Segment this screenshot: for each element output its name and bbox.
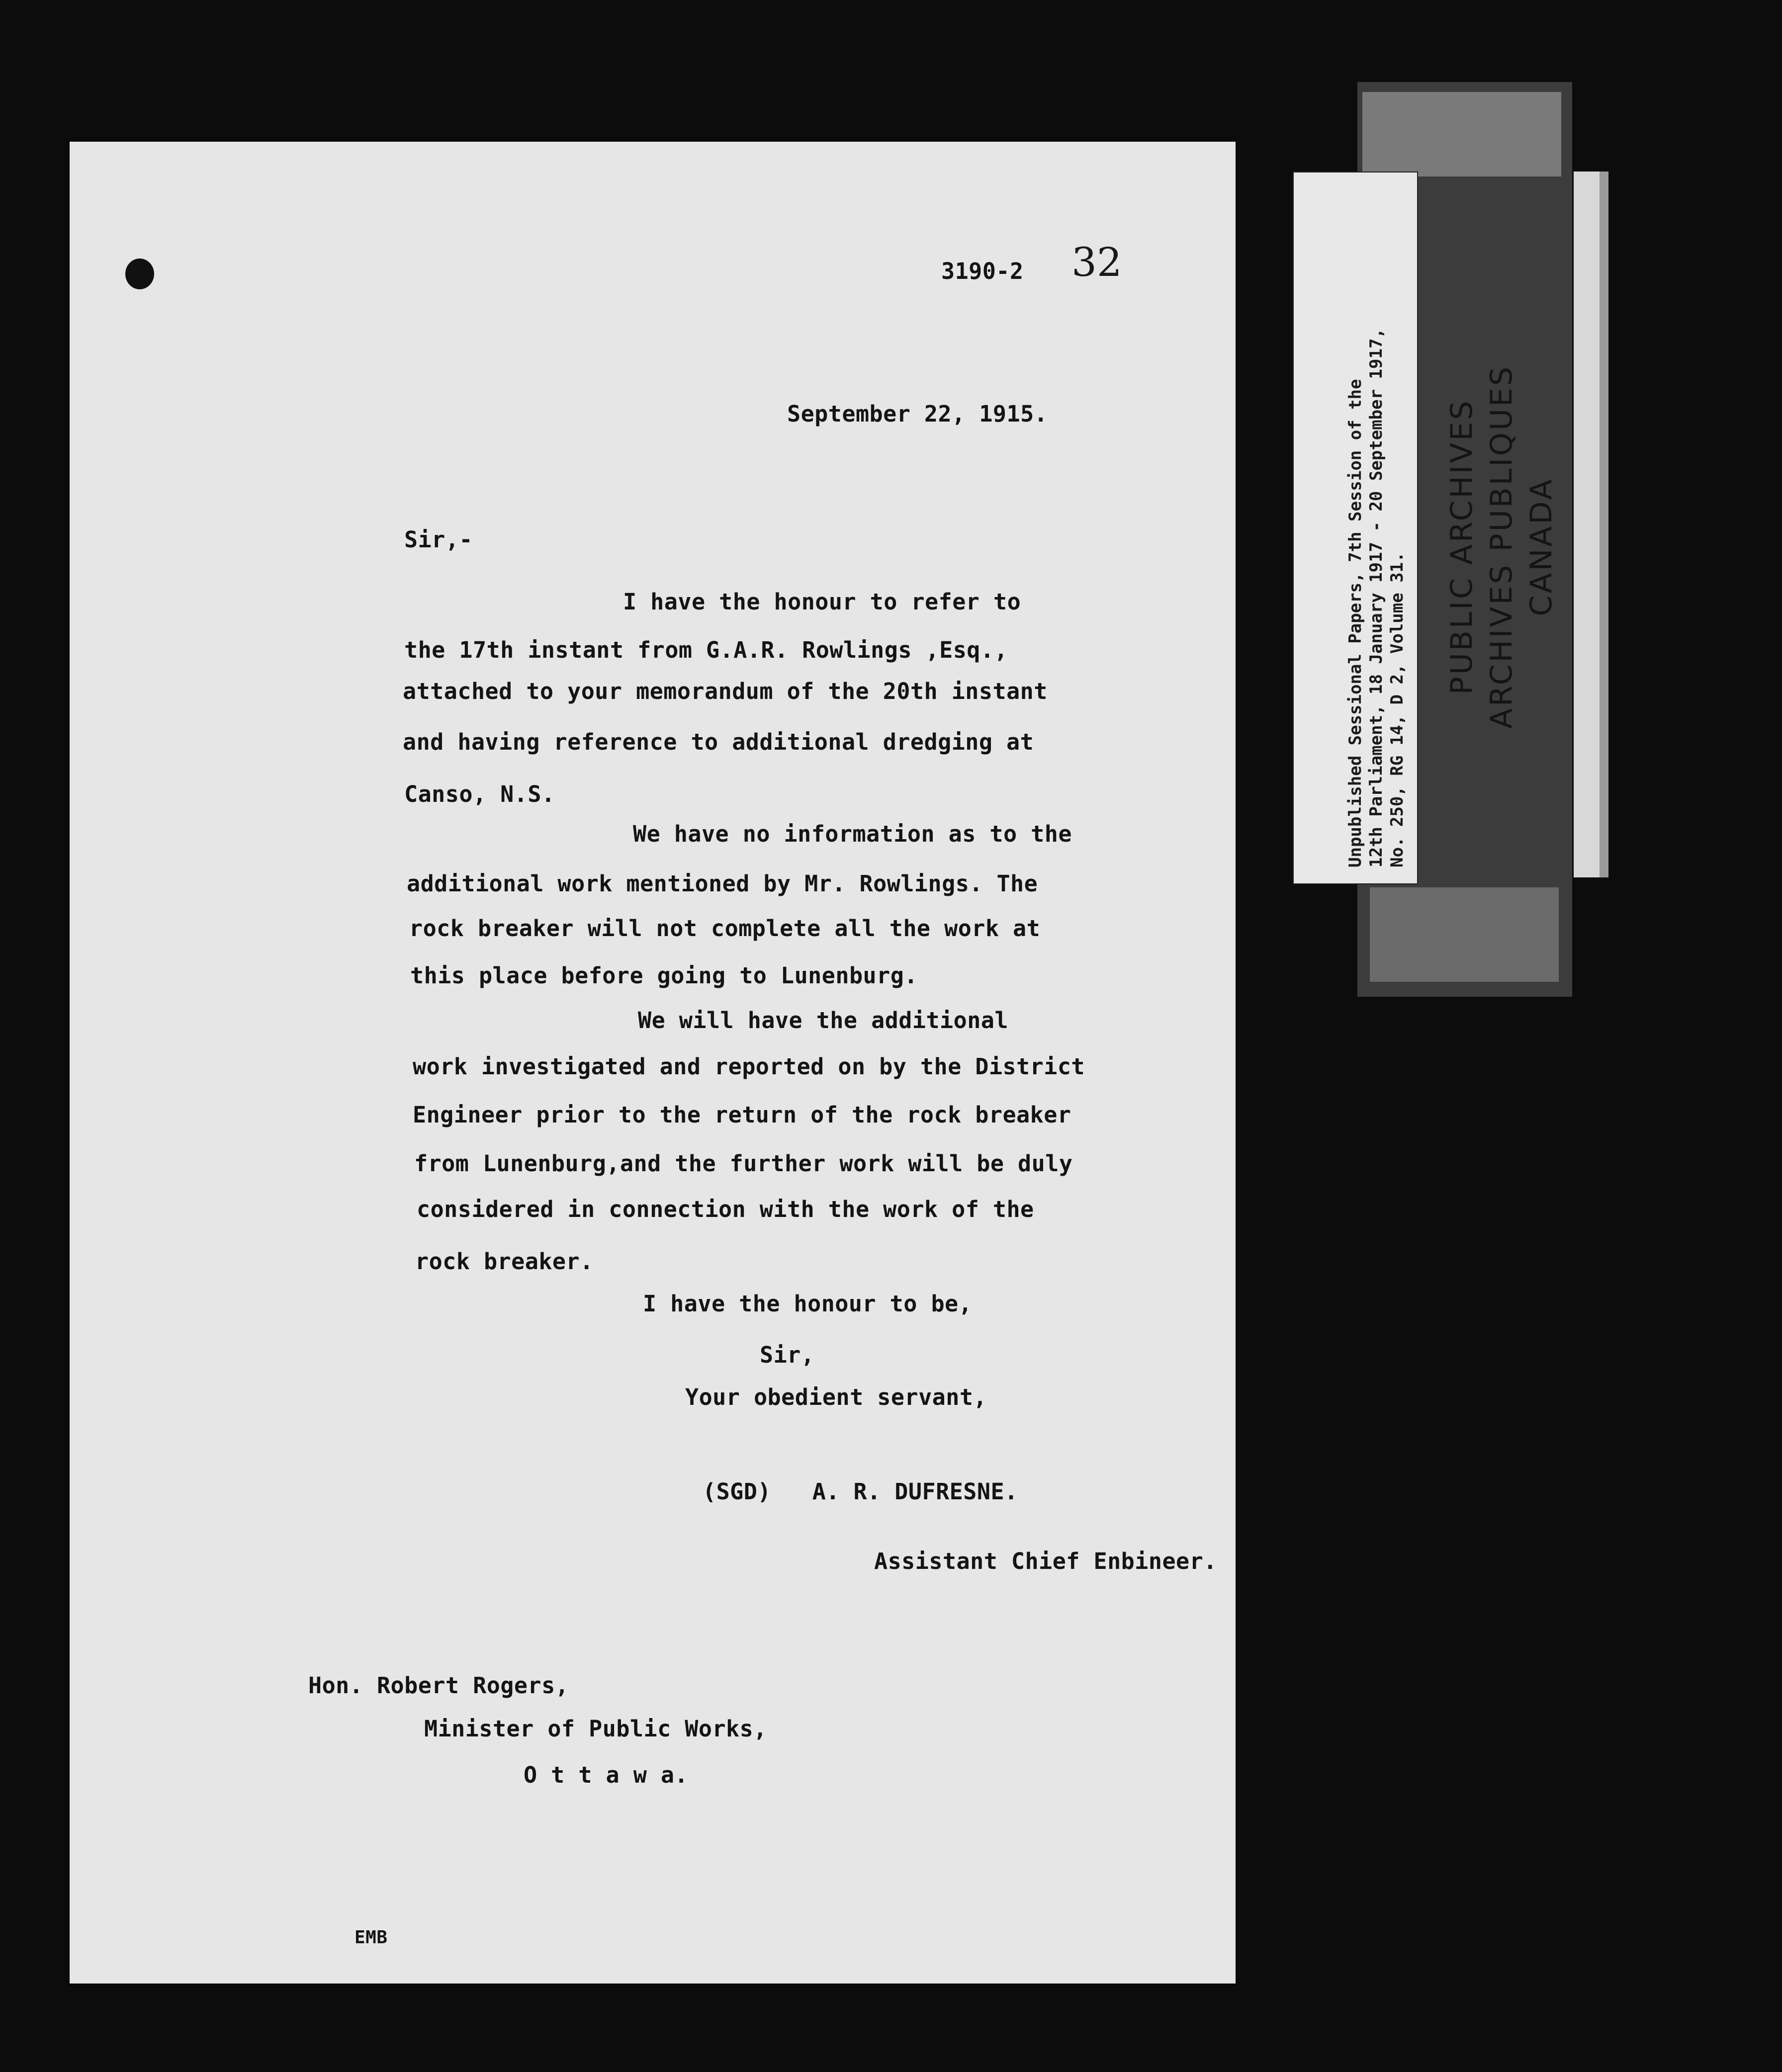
archive-reference-line: 12th Parliament, 18 January 1917 - 20 September 1917, <box>1366 328 1386 867</box>
closing-line: Your obedient servant, <box>685 1384 987 1410</box>
archives-stamp-line: ARCHIVES PUBLIQUES <box>1484 364 1519 729</box>
folder-edge <box>1574 172 1608 877</box>
signer-title: Assistant Chief Enbineer. <box>874 1548 1217 1574</box>
body-line: this place before going to Lunenburg. <box>410 962 918 989</box>
body-line: rock breaker will not complete all the work at <box>409 915 1041 942</box>
body-line: from Lunenburg,and the further work will be duly <box>414 1150 1073 1177</box>
recipient-name: Hon. Robert Rogers, <box>308 1672 569 1699</box>
body-line: Engineer prior to the return of the rock breaker <box>413 1102 1071 1128</box>
recipient-title: Minister of Public Works, <box>424 1716 767 1742</box>
archives-stamp-line: PUBLIC ARCHIVES <box>1444 399 1479 695</box>
recipient-city: O t t a w a. <box>524 1762 689 1788</box>
typist-initials: EMB <box>355 1927 388 1948</box>
body-line: and having reference to additional dredging at <box>403 729 1034 755</box>
body-line: the 17th instant from G.A.R. Rowlings ,Esq., <box>404 637 1008 663</box>
page-number: 32 <box>1071 239 1122 285</box>
body-line: We will have the additional <box>638 1007 1008 1034</box>
file-number: 3190-2 <box>941 258 1024 284</box>
archives-stamp <box>1442 328 1561 766</box>
body-line: Canso, N.S. <box>404 781 555 807</box>
body-line: additional work mentioned by Mr. Rowlings. The <box>407 870 1038 897</box>
archive-reference-line: No. 250, RG 14, D 2, Volume 31. <box>1387 552 1407 867</box>
body-line: considered in connection with the work of the <box>417 1196 1034 1222</box>
body-line: rock breaker. <box>415 1248 594 1275</box>
archives-stamp-line: CANADA <box>1524 477 1559 616</box>
salutation: Sir,- <box>404 526 473 553</box>
signature: (SGD) A. R. DUFRESNE. <box>703 1478 1018 1505</box>
body-line: attached to your memorandum of the 20th instant <box>403 678 1048 704</box>
archive-reference-text <box>1345 328 1408 867</box>
punch-hole <box>125 259 154 289</box>
closing-line: I have the honour to be, <box>643 1291 973 1317</box>
letter-date: September 22, 1915. <box>787 401 1048 427</box>
body-line: I have the honour to refer to <box>623 589 1021 615</box>
body-line: work investigated and reported on by the District <box>413 1053 1085 1080</box>
archive-reference-line: Unpublished Sessional Papers, 7th Session of the <box>1345 379 1365 867</box>
closing-line: Sir, <box>760 1342 815 1368</box>
body-line: We have no information as to the <box>633 821 1072 847</box>
